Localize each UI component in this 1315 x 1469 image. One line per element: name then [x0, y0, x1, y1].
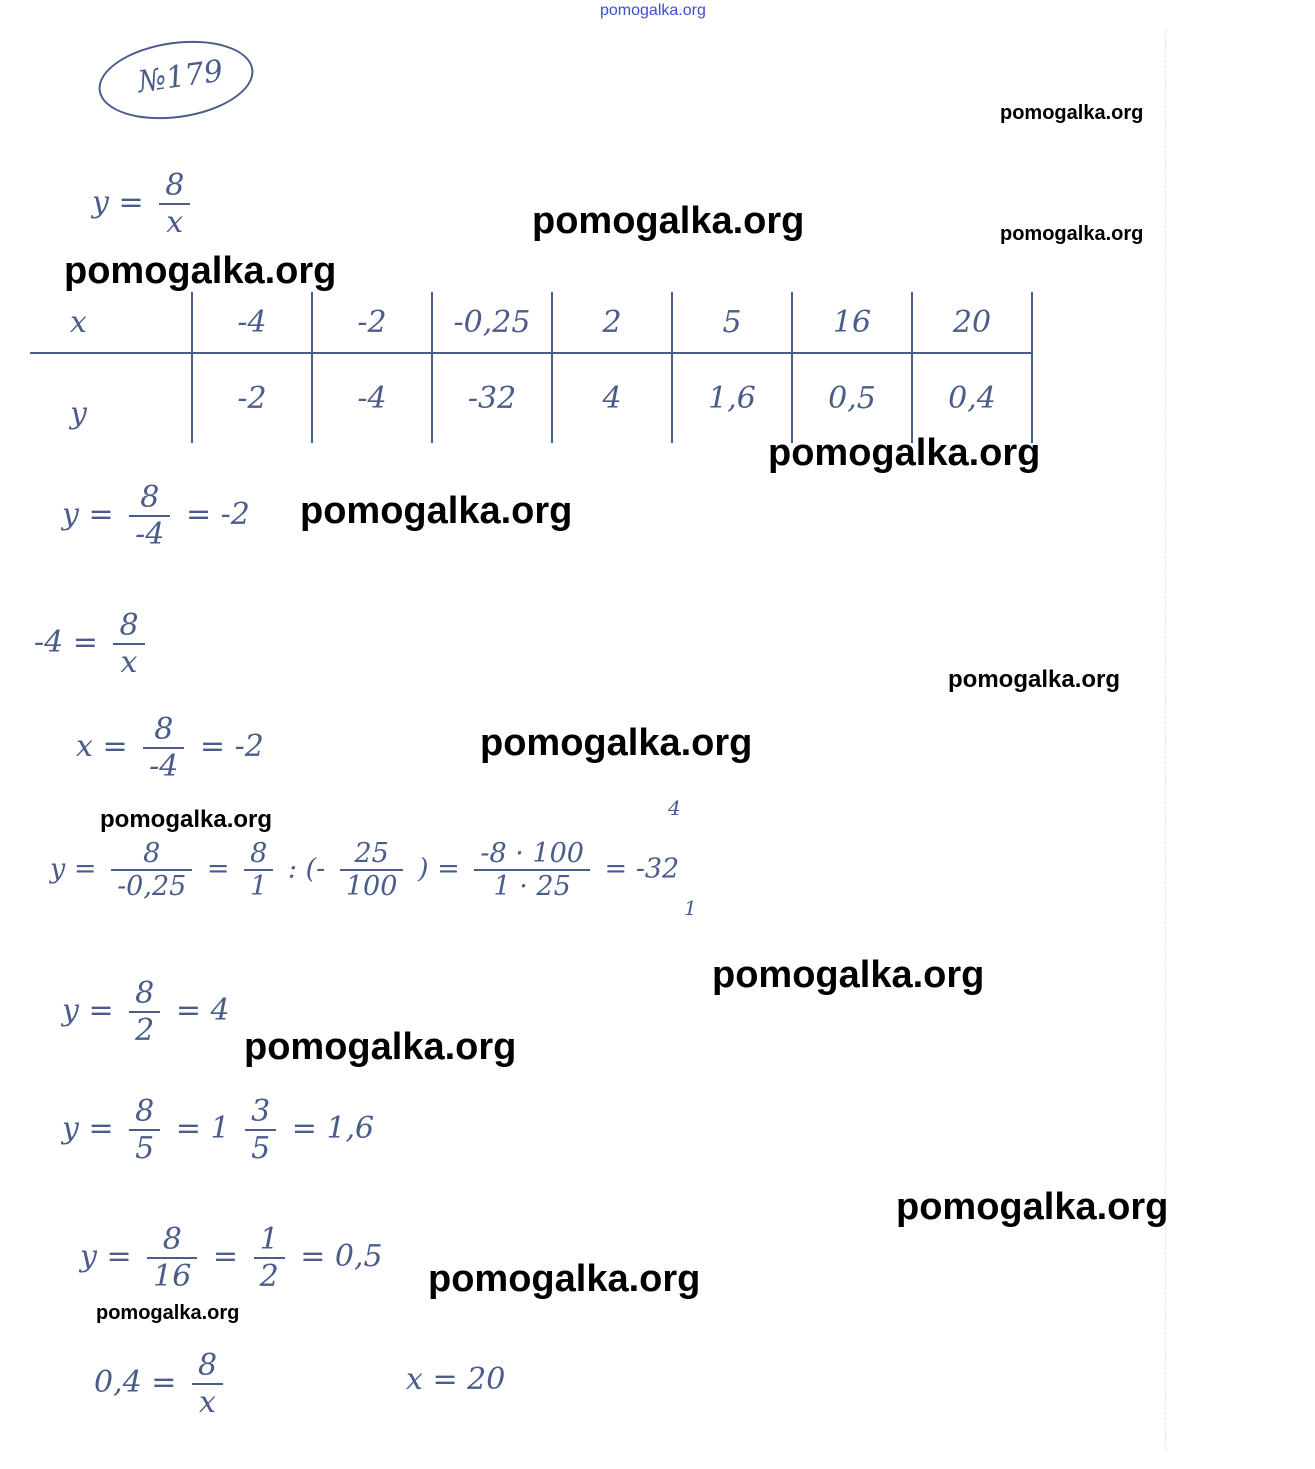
- numerator: -8 · 100: [474, 838, 590, 871]
- watermark: pomogalka.org: [1000, 102, 1144, 124]
- watermark-top: pomogalka.org: [600, 2, 706, 19]
- table-row-y: [30, 353, 1032, 443]
- denominator: 5: [251, 1131, 271, 1166]
- work-line-2: [34, 608, 151, 680]
- numerator: 8: [129, 1094, 160, 1131]
- values-table: [30, 292, 1033, 443]
- y-cell: -32: [432, 353, 552, 443]
- x-cell: 20: [912, 292, 1032, 353]
- watermark: pomogalka.org: [768, 432, 1041, 474]
- fraction: [143, 712, 184, 784]
- numerator: 25: [340, 838, 404, 871]
- formula-fraction: [159, 168, 190, 240]
- denominator: 2: [135, 1013, 155, 1048]
- fraction: [111, 838, 192, 902]
- denominator: x: [199, 1385, 216, 1420]
- expr-text: ): [417, 853, 429, 885]
- expr-text: x =: [76, 729, 128, 764]
- expr-text: y =: [50, 853, 97, 885]
- numerator: 8: [129, 480, 170, 517]
- work-line-8: [94, 1348, 229, 1420]
- numerator: 1: [254, 1222, 285, 1259]
- formula-eq: =: [118, 185, 144, 220]
- x-cell: 2: [552, 292, 672, 353]
- work-line-6: [62, 1094, 374, 1166]
- denominator: x: [120, 645, 138, 680]
- numerator: 3: [245, 1094, 276, 1131]
- problem-number: №179: [135, 53, 226, 101]
- watermark: pomogalka.org: [100, 806, 273, 833]
- expr-text: = -2: [199, 729, 264, 764]
- fraction: [113, 608, 144, 680]
- numerator: 8: [111, 838, 192, 871]
- denominator: -4: [135, 517, 165, 552]
- numerator: 8: [143, 712, 184, 749]
- denominator: -0,25: [117, 871, 187, 902]
- expr-text: -4 =: [34, 625, 98, 660]
- expr-text: = -32: [604, 853, 680, 885]
- expr-text: =: [212, 1239, 239, 1274]
- watermark: pomogalka.org: [948, 666, 1121, 693]
- work-line-1: [62, 480, 250, 552]
- expr-text: =: [437, 853, 460, 885]
- y-cell: -2: [192, 353, 312, 443]
- x-header: x: [30, 292, 192, 353]
- numerator: 8: [147, 1222, 197, 1259]
- watermark: pomogalka.org: [480, 722, 753, 764]
- y-cell: -4: [312, 353, 432, 443]
- numerator: 8: [129, 976, 160, 1013]
- expr-text: y =: [80, 1239, 132, 1274]
- cancel-superscript: 4: [668, 796, 681, 820]
- table-row-x: [30, 292, 1032, 353]
- fraction: [254, 1222, 285, 1294]
- formula-lhs: y: [92, 185, 109, 220]
- denominator: 1 · 25: [493, 871, 571, 902]
- expr-text: : (-: [287, 853, 326, 885]
- watermark: pomogalka.org: [96, 1302, 240, 1324]
- numerator: 8: [244, 838, 273, 871]
- work-line-5: [62, 976, 230, 1048]
- work-line-3: [76, 712, 264, 784]
- denominator: 16: [153, 1259, 192, 1294]
- page-margin-line: [1165, 30, 1166, 1450]
- fraction: [340, 838, 404, 902]
- work-line-4: [50, 838, 679, 902]
- x-cell: 16: [792, 292, 912, 353]
- fraction: [192, 1348, 223, 1420]
- x-cell: -2: [312, 292, 432, 353]
- watermark: pomogalka.org: [300, 490, 573, 532]
- expr-text: 0,4 =: [94, 1365, 177, 1400]
- denominator: 5: [135, 1131, 155, 1166]
- y-cell: 0,4: [912, 353, 1032, 443]
- expr-text: = 4: [175, 993, 230, 1028]
- fraction: [147, 1222, 197, 1294]
- watermark: pomogalka.org: [532, 200, 805, 242]
- numerator: 8: [113, 608, 144, 645]
- expr-text: = 1,6: [291, 1111, 375, 1146]
- fraction: [129, 976, 160, 1048]
- watermark: pomogalka.org: [896, 1186, 1169, 1228]
- cancel-subscript: 1: [684, 896, 697, 920]
- expr-text: = 0,5: [300, 1239, 383, 1274]
- y-cell: 1,6: [672, 353, 792, 443]
- expr-text: y =: [62, 993, 114, 1028]
- work-line-7: [80, 1222, 383, 1294]
- y-cell: 0,5: [792, 353, 912, 443]
- watermark: pomogalka.org: [244, 1026, 517, 1068]
- denominator: 2: [259, 1259, 279, 1294]
- expr-text: =: [206, 853, 230, 885]
- fraction: [129, 480, 170, 552]
- x-cell: -0,25: [432, 292, 552, 353]
- x-cell: 5: [672, 292, 792, 353]
- denominator: -4: [149, 749, 179, 784]
- y-header: y: [70, 395, 87, 431]
- fraction: [244, 838, 273, 902]
- problem-number-oval: [93, 32, 258, 129]
- expr-text: y =: [62, 497, 114, 532]
- formula-numerator: 8: [159, 168, 190, 205]
- denominator: 100: [345, 871, 398, 902]
- watermark: pomogalka.org: [712, 954, 985, 996]
- fraction: [474, 838, 590, 902]
- expr-text: = -2: [185, 497, 250, 532]
- work-line-8-answer: x = 20: [406, 1362, 506, 1397]
- x-cell: -4: [192, 292, 312, 353]
- watermark: pomogalka.org: [428, 1258, 701, 1300]
- y-cell: 4: [552, 353, 672, 443]
- watermark: pomogalka.org: [1000, 223, 1144, 245]
- fraction: [245, 1094, 276, 1166]
- expr-text: = 1: [175, 1111, 230, 1146]
- watermark: pomogalka.org: [64, 250, 337, 292]
- fraction: [129, 1094, 160, 1166]
- formula-denominator: x: [166, 205, 184, 240]
- denominator: 1: [250, 871, 268, 902]
- function-formula: [92, 168, 196, 240]
- numerator: 8: [192, 1348, 223, 1385]
- expr-text: y =: [62, 1111, 114, 1146]
